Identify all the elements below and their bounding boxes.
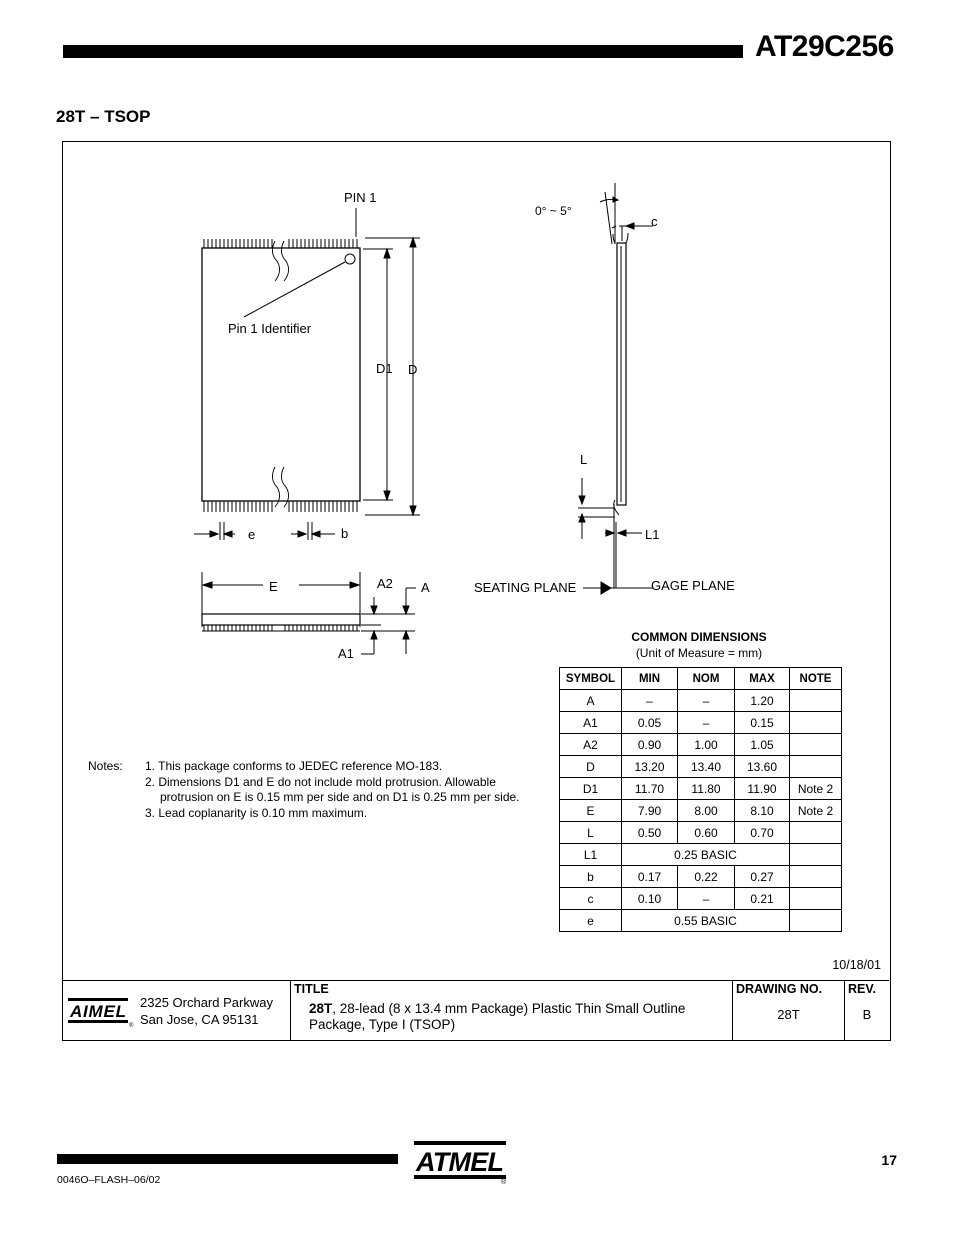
- table-row: [560, 866, 842, 888]
- L1-label: L1: [645, 527, 660, 542]
- cell: 0.15: [735, 712, 790, 734]
- gage-plane-label: GAGE PLANE: [651, 578, 735, 593]
- cell: b: [560, 866, 622, 888]
- package-body-side-view: [202, 614, 360, 625]
- package-title: [309, 1001, 719, 1033]
- note-item: 1. This package conforms to JEDEC reference MO-183.: [145, 759, 443, 773]
- d1-label: D1: [376, 361, 393, 376]
- note-item: protrusion on E is 0.15 mm per side and on D1 is 0.25 mm per side.: [160, 790, 520, 804]
- header-note: NOTE: [790, 668, 842, 690]
- pin1-identifier-dot: [345, 254, 355, 264]
- notes-list: [145, 759, 545, 821]
- cell: [790, 910, 842, 932]
- cell: 0.70: [735, 822, 790, 844]
- A-label: A: [421, 580, 430, 595]
- svg-text:®: ®: [501, 1179, 507, 1186]
- cell: 0.05: [622, 712, 678, 734]
- L-label: L: [580, 452, 588, 467]
- drawing-no-value: 28T: [777, 1007, 800, 1022]
- table-row: [560, 756, 842, 778]
- cell: 11.90: [735, 778, 790, 800]
- cell: 8.10: [735, 800, 790, 822]
- rev-value: B: [862, 1007, 872, 1022]
- pin1-identifier-label: Pin 1 Identifier: [228, 321, 312, 336]
- table-row: [560, 778, 842, 800]
- angle-label: 0° ~ 5°: [535, 204, 572, 218]
- footer-logo-text: ATMEL: [416, 1147, 504, 1177]
- cell: 0.17: [622, 866, 678, 888]
- svg-text:®: ®: [129, 1023, 134, 1029]
- cell: [790, 712, 842, 734]
- cell: 13.20: [622, 756, 678, 778]
- header-max: MAX: [735, 668, 790, 690]
- notes-heading: Notes:: [88, 759, 123, 773]
- table-row: [560, 712, 842, 734]
- cell: L1: [560, 844, 622, 866]
- title-block-rev-cell: [845, 981, 889, 1041]
- cell: Note 2: [790, 800, 842, 822]
- top-leads: [204, 239, 357, 248]
- header-nom: NOM: [678, 668, 735, 690]
- header-min: MIN: [622, 668, 678, 690]
- common-dimensions-table: [559, 667, 842, 932]
- page-number: 17: [881, 1152, 897, 1168]
- cell: e: [560, 910, 622, 932]
- header-symbol: SYMBOL: [560, 668, 622, 690]
- cell: 0.50: [622, 822, 678, 844]
- cell: A2: [560, 734, 622, 756]
- cell: –: [678, 690, 735, 712]
- A1-label: A1: [338, 646, 354, 661]
- b-label: b: [341, 526, 349, 541]
- c-label: c: [651, 214, 658, 229]
- cell: D: [560, 756, 622, 778]
- package-description: , 28-lead (8 x 13.4 mm Package) Plastic Thin Small Outline Package, Type I (TSOP): [309, 1001, 686, 1032]
- rev-heading: REV.: [848, 982, 877, 996]
- table-row: [560, 822, 842, 844]
- document-code: 0046O–FLASH–06/02: [57, 1174, 161, 1186]
- cell: [790, 690, 842, 712]
- d-label: D: [408, 362, 418, 377]
- cell: L: [560, 822, 622, 844]
- cell: 0.21: [735, 888, 790, 910]
- title-heading: TITLE: [294, 982, 329, 996]
- cell: [790, 756, 842, 778]
- cell: 0.55 BASIC: [622, 910, 790, 932]
- table-row: [560, 888, 842, 910]
- dimensions-caption-title: COMMON DIMENSIONS: [631, 630, 767, 644]
- cell: 8.00: [678, 800, 735, 822]
- table-row: [560, 844, 842, 866]
- cell: [790, 888, 842, 910]
- dimensions-caption: [559, 629, 839, 661]
- cell: [790, 844, 842, 866]
- title-block-drawing-cell: [733, 981, 845, 1041]
- header-rule: [63, 45, 743, 58]
- table-header-row: [560, 668, 842, 690]
- cell: 7.90: [622, 800, 678, 822]
- cell: 1.20: [735, 690, 790, 712]
- cell: 0.22: [678, 866, 735, 888]
- cell: A: [560, 690, 622, 712]
- cell: 13.40: [678, 756, 735, 778]
- note-item: 2. Dimensions D1 and E do not include mold protrusion. Allowable: [145, 774, 496, 789]
- cell: 13.60: [735, 756, 790, 778]
- cell: D1: [560, 778, 622, 800]
- package-body-top-view: [202, 248, 360, 501]
- footer-rule: [57, 1154, 398, 1164]
- A2-label: A2: [377, 576, 393, 591]
- title-block: [63, 980, 889, 1041]
- drawing-frame: [62, 141, 891, 1041]
- e-pitch-label: e: [248, 527, 256, 542]
- cell: [790, 866, 842, 888]
- svg-text:AIMEL: AIMEL: [70, 1002, 126, 1021]
- note-item: 3. Lead coplanarity is 0.10 mm maximum.: [145, 805, 368, 820]
- package-code: 28T: [309, 1001, 333, 1016]
- cell: E: [560, 800, 622, 822]
- dimensions-caption-subtitle: (Unit of Measure = mm): [635, 646, 763, 660]
- atmel-footer-logo-icon: [410, 1137, 510, 1185]
- cell: A1: [560, 712, 622, 734]
- table-row: [560, 910, 842, 932]
- title-block-logo-cell: [63, 981, 291, 1041]
- cell: 0.10: [622, 888, 678, 910]
- seating-plane-label: SEATING PLANE: [474, 580, 577, 595]
- table-row: [560, 734, 842, 756]
- table-row: [560, 800, 842, 822]
- cell: –: [622, 690, 678, 712]
- title-block-title-cell: [291, 981, 733, 1041]
- cell: Note 2: [790, 778, 842, 800]
- cell: c: [560, 888, 622, 910]
- bottom-leads: [204, 501, 357, 512]
- drawing-date: 10/18/01: [832, 958, 881, 972]
- table-row: [560, 690, 842, 712]
- section-title: 28T – TSOP: [56, 107, 151, 126]
- company-address: [140, 994, 273, 1028]
- cell: –: [678, 888, 735, 910]
- cell: 0.25 BASIC: [622, 844, 790, 866]
- cell: 11.80: [678, 778, 735, 800]
- cell: –: [678, 712, 735, 734]
- pin1-label: PIN 1: [344, 190, 377, 205]
- E-label: E: [269, 579, 278, 594]
- cell: 1.00: [678, 734, 735, 756]
- cell: 0.27: [735, 866, 790, 888]
- drawing-no-heading: DRAWING NO.: [736, 982, 823, 996]
- document-title: AT29C256: [755, 30, 894, 63]
- cell: 11.70: [622, 778, 678, 800]
- cell: 0.60: [678, 822, 735, 844]
- address-line: 2325 Orchard Parkway: [140, 995, 273, 1010]
- address-line: San Jose, CA 95131: [140, 1012, 259, 1027]
- cell: 1.05: [735, 734, 790, 756]
- atmel-logo-icon: [68, 994, 132, 1028]
- cell: [790, 822, 842, 844]
- cell: [790, 734, 842, 756]
- cell: 0.90: [622, 734, 678, 756]
